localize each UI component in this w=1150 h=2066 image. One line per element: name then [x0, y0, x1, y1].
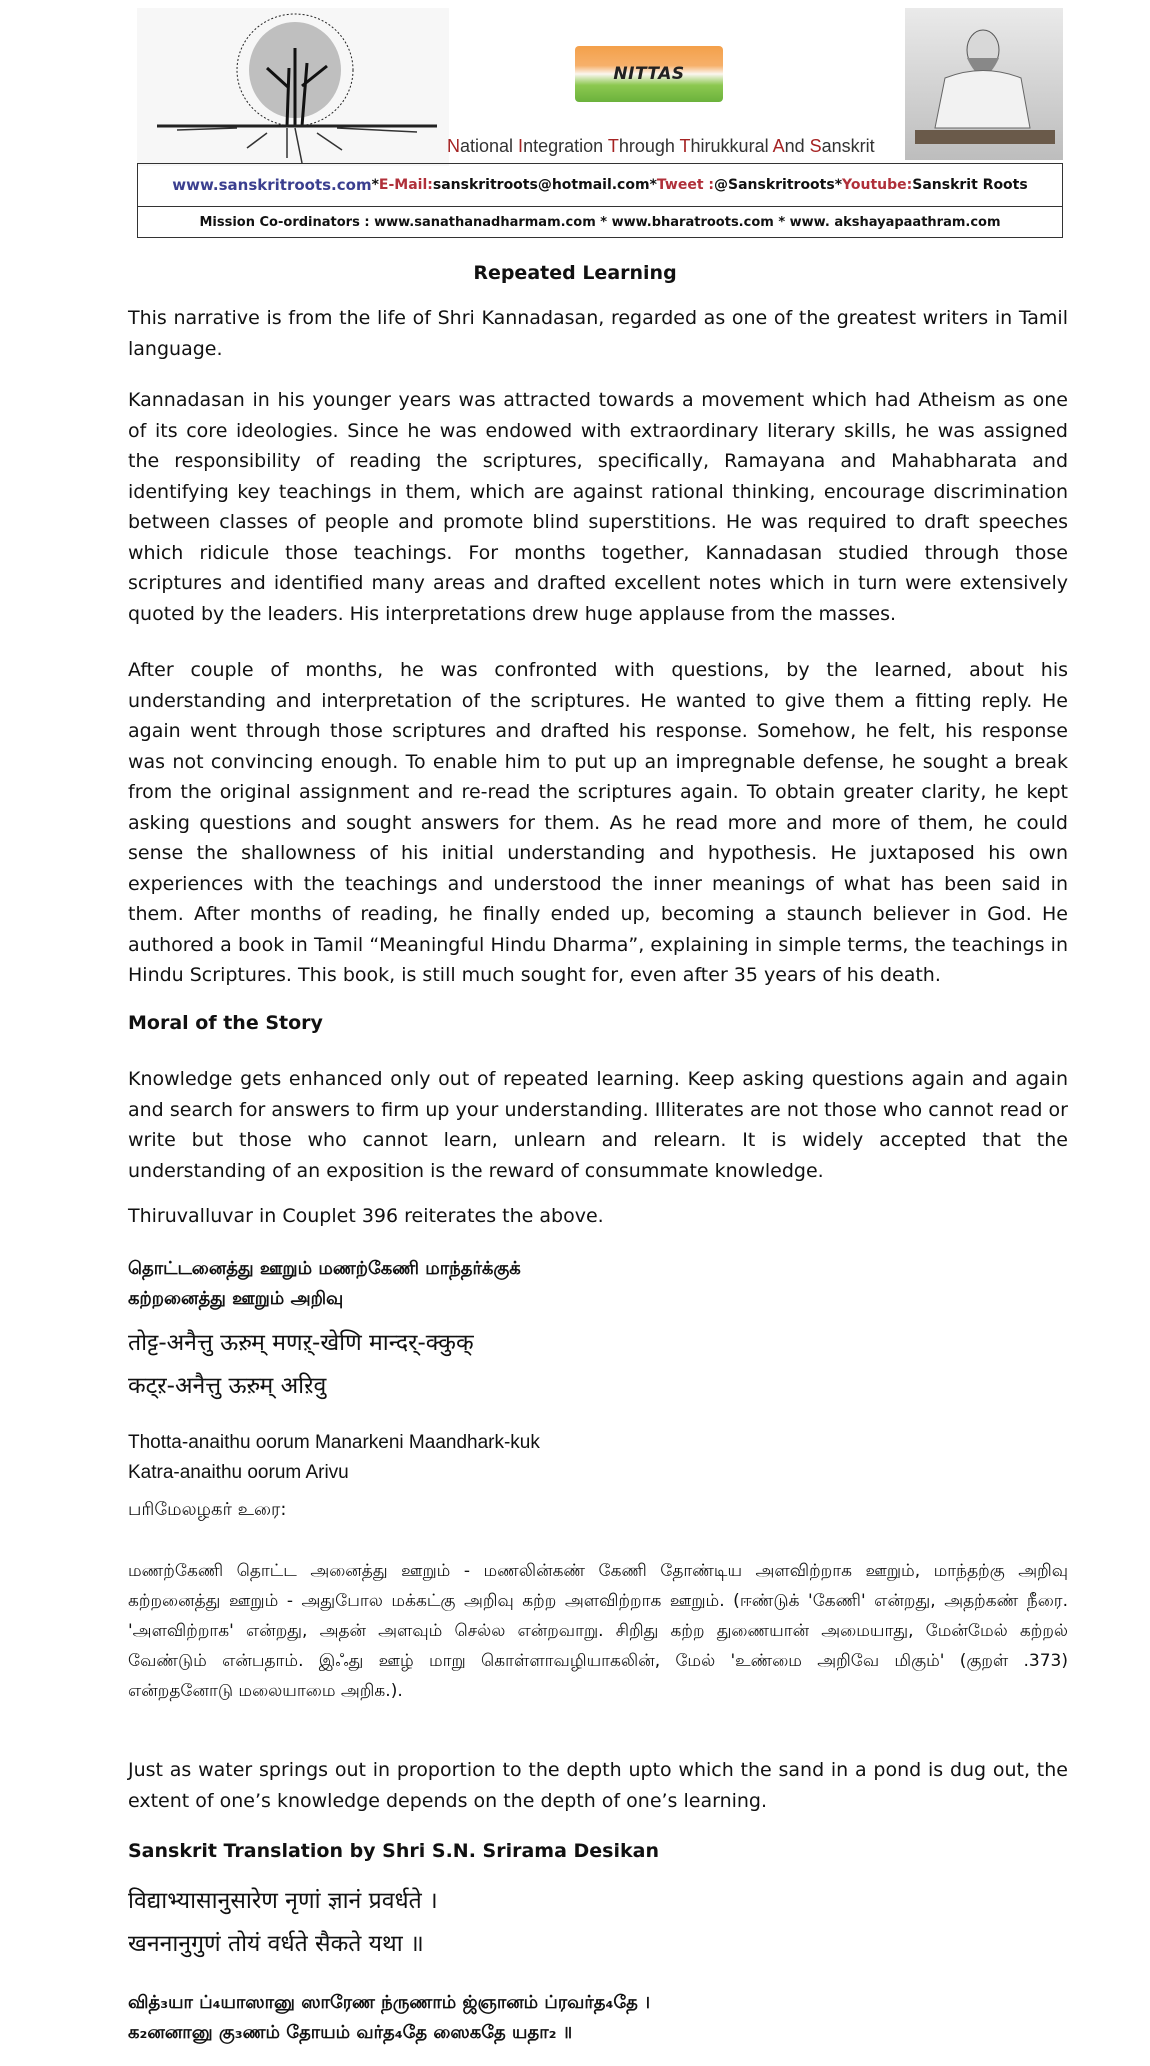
- youtube-label: Youtube:: [842, 177, 913, 193]
- sanskrit-tamil-script: வித்₃யா ப்₄யாஸானு ஸாரேண ந்ருணாம் ஜ்ஞானம் ப்ரவர்த₄தே । க₂னனானு கு₃ணம் தோயம் வர்த₄தே ஸைகதே யதா₂ ॥: [128, 1992, 651, 2043]
- nittas-logo: [575, 46, 723, 102]
- tree-logo-image: [137, 8, 449, 166]
- kural-devanagari: तोट्ट-अनैत्तु ऊऱुम् मणऱ्-खेणि मान्दर्-क्कुक् कट्ऱ-अनैत्तु ऊऱुम् अऱिवु: [128, 1330, 474, 1399]
- story-paragraph-1: Kannadasan in his younger years was attracted towards a movement which had Atheism as one of its core ideologies. Since he was endowed with extraordinary literary skills, he was assigned the responsibility of reading the scriptures, specifically, Ramayana and Mahabharata and identifying key teachings in them, which are against rational thinking, encourage discrimination between classes of people and promote blind superstitions. He was required to draft speeches which ridicule those teachings. For months together, Kannadasan studied through those scriptures and identified many areas and drafted excellent notes which in turn were extensively quoted by the leaders. His interpretations drew huge applause from the masses.: [128, 389, 1068, 625]
- thiruvalluvar-image: [905, 8, 1063, 160]
- contact-row: www.sanskritroots.com * E-Mail: sanskritroots@hotmail.com * Tweet : @Sanskritroots * Youtube: Sanskrit Roots: [172, 176, 1028, 194]
- coordinators-row: Mission Co-ordinators : www.sanathanadharmam.com * www.bharatroots.com * www. akshayapaathram.com: [138, 206, 1062, 237]
- website-link[interactable]: www.sanskritroots.com: [172, 176, 372, 194]
- page-title: Repeated Learning: [473, 262, 677, 284]
- twitter-handle[interactable]: @Sanskritroots: [714, 177, 835, 193]
- sanskrit-devanagari: विद्याभ्यासानुसारेण नृणां ज्ञानं प्रवर्धते । खननानुगुणं तोयं वर्धते सैकते यथा ॥: [128, 1888, 438, 1957]
- couplet-reference: Thiruvalluvar in Couplet 396 reiterates the above.: [128, 1205, 604, 1227]
- email-link[interactable]: sanskritroots@hotmail.com: [432, 177, 650, 193]
- story-paragraph-2: After couple of months, he was confronted with questions, by the learned, about his understanding and interpretation of the scriptures. He wanted to give them a fitting reply. He again went through those scriptures and drafted his response. Somehow, he felt, his response was not convincing enough. To enable him to put up an impregnable defense, he sought a break from the original assignment and re-read the scriptures again. To obtain greater clarity, he kept asking questions and sought answers for them. As he read more and more of them, he could sense the shallowness of his initial understanding and hypothesis. He juxtaposed his own experiences with the teachings and understood the inner meanings of what has been said in them. After months of reading, he finally ended up, becoming a staunch believer in God. He authored a book in Tamil “Meaningful Hindu Dharma”, explaining in simple terms, the teachings in Hindu Scriptures. This book, is still much sought for, even after 35 years of his death.: [128, 659, 1068, 986]
- contact-box: [137, 163, 1063, 238]
- commentary-heading: பரிமேலழகர் உரை:: [128, 1499, 287, 1520]
- moral-paragraph: Knowledge gets enhanced only out of repeated learning. Keep asking questions again and again and search for answers to firm up your understanding. Illiterates are not those who cannot read or write but those who cannot learn, unlearn and relearn. It is widely accepted that the understanding of an exposition is the reward of consummate knowledge.: [128, 1068, 1068, 1182]
- parimelazhagar-commentary: மணற்கேணி தொட்ட அனைத்து ஊறும் - மணலின்கண் கேணி தோண்டிய அளவிற்றாக ஊறும், மாந்தற்கு அறிவு கற்றனைத்து ஊறும் - அதுபோல மக்கட்கு அறிவு கற்ற அளவிற்றாக ஊறும். (ஈண்டுக் 'கேணி' என்றது, அதற்கண் நீரை. 'அளவிற்றாக' என்றது, அதன் அளவும் செல்ல என்றவாறு. சிறிது கற்ற துணையான் அமையாது, மேன்மேல் கற்றல் வேண்டும் என்பதாம். இஃது ஊழ் மாறு கொள்ளாவழியாகலின், மேல் 'உண்மை அறிவே மிகும்' (குறள் .373) என்றதனோடு மலையாமை அறிக.).: [128, 1561, 1068, 1701]
- intro-paragraph: This narrative is from the life of Shri Kannadasan, regarded as one of the greatest writers in Tamil language.: [128, 307, 1068, 360]
- sanskrit-heading: Sanskrit Translation by Shri S.N. Srirama Desikan: [128, 1840, 659, 1862]
- tweet-label: Tweet :: [656, 177, 714, 193]
- english-meaning: Just as water springs out in proportion to the depth upto which the sand in a pond is dug out, the extent of one’s knowledge depends on the depth of one’s learning.: [128, 1759, 1068, 1812]
- email-label: E-Mail:: [378, 177, 433, 193]
- letterhead: [137, 8, 1063, 238]
- youtube-channel[interactable]: Sanskrit Roots: [912, 177, 1028, 193]
- tagline: National Integration Through Thirukkural And Sanskrit: [447, 136, 875, 156]
- nittas-logo-text: NITTAS: [613, 64, 685, 84]
- moral-heading: Moral of the Story: [128, 1012, 323, 1034]
- kural-transliteration: Thotta-anaithu oorum Manarkeni Maandhark-kuk Katra-anaithu oorum Arivu: [128, 1432, 540, 1483]
- kural-tamil: தொட்டனைத்து ஊறும் மணற்கேணி மாந்தர்க்குக் கற்றனைத்து ஊறும் அறிவு: [128, 1258, 521, 1309]
